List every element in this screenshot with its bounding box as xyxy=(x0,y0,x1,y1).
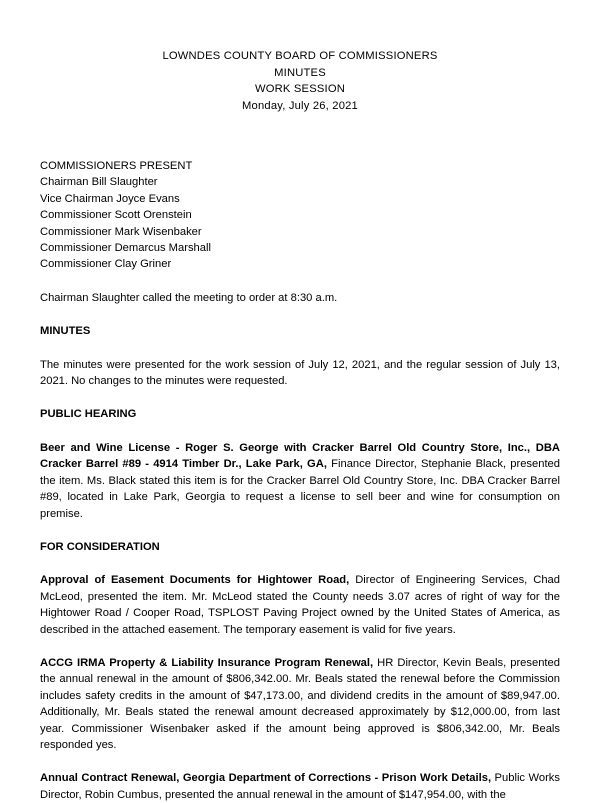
public-hearing-heading: PUBLIC HEARING xyxy=(40,408,137,421)
minutes-text: The minutes were presented for the work session of July 12, 2021, and the regular session of July 13, 2021. No changes to the minutes were requested. xyxy=(40,358,560,388)
public-hearing-item xyxy=(40,440,560,522)
consideration-item-prison-work-title: Annual Contract Renewal, Georgia Department of Corrections - Prison Work Details, xyxy=(40,772,492,785)
header-line-organization: LOWNDES COUNTY BOARD OF COMMISSIONERS xyxy=(162,50,438,62)
consideration-item-easement-body: Director of Engineering Services, Chad McLeod, presented the item. Mr. McLeod stated the County needs 3.07 acres of right of way for the Hightower Road / Cooper Road, TSPLOST Paving Project owned by the United States of America, as described in the attached easement. The temporary easement is valid for five years. xyxy=(40,574,560,636)
commissioner-vice-chairman: Vice Chairman Joyce Evans xyxy=(40,192,180,205)
document-header xyxy=(40,48,560,114)
consideration-item-insurance-body: HR Director, Kevin Beals, presented the annual renewal in the amount of $806,342.00. Mr. Beals stated the renewal before the Commission includes safety credits in the amount of $47,173.00, and dividend credits in the amount of $89,947.00. Additionally, Mr. Beals stated the renewal amount decreased approximately by $12,000.00, from last year. Commissioner Wisenbaker asked if the amount being approved is $806,342.00, Mr. Beals responded yes. xyxy=(40,656,560,751)
commissioner-chairman: Chairman Bill Slaughter xyxy=(40,176,158,189)
consideration-item-prison-work xyxy=(40,770,560,803)
header-line-doctype: MINUTES xyxy=(274,66,326,79)
commissioners-present-heading: COMMISSIONERS PRESENT xyxy=(40,160,193,172)
minutes-heading: MINUTES xyxy=(40,325,91,338)
commissioner-marshall: Commissioner Demarcus Marshall xyxy=(40,242,211,255)
commissioners-present-section xyxy=(40,158,560,273)
public-hearing-item-body: Finance Director, Stephanie Black, presented the item. Ms. Black stated this item is for the Cracker Barrel Old Country Store, Inc. DBA Cracker Barrel #89, located in Lake Park, Georgia to request a license to sell beer and wine for consumption on premise. xyxy=(40,458,560,520)
consideration-item-easement xyxy=(40,572,560,638)
header-line-date: Monday, July 26, 2021 xyxy=(242,99,358,112)
for-consideration-heading: FOR CONSIDERATION xyxy=(40,540,160,553)
consideration-item-insurance-title: ACCG IRMA Property & Liability Insurance Program Renewal, xyxy=(40,656,374,669)
consideration-item-prison-work-body: Public Works Director, Robin Cumbus, presented the annual renewal in the amount of $147,954.00, with the xyxy=(40,772,560,801)
consideration-item-easement-title: Approval of Easement Documents for Hightower Road, xyxy=(40,574,350,587)
commissioner-wisenbaker: Commissioner Mark Wisenbaker xyxy=(40,225,202,238)
header-line-session: WORK SESSION xyxy=(254,83,346,95)
public-hearing-item-title: Beer and Wine License - Roger S. George with Cracker Barrel Old Country Store, Inc., DBA Cracker Barrel #89 - 4914 Timber Dr., Lake Park, GA, xyxy=(40,441,560,471)
call-to-order-text: Chairman Slaughter called the meeting to order at 8:30 a.m. xyxy=(40,291,338,304)
commissioner-orenstein: Commissioner Scott Orenstein xyxy=(40,209,192,222)
commissioner-griner: Commissioner Clay Griner xyxy=(40,258,172,271)
consideration-item-insurance xyxy=(40,655,560,753)
